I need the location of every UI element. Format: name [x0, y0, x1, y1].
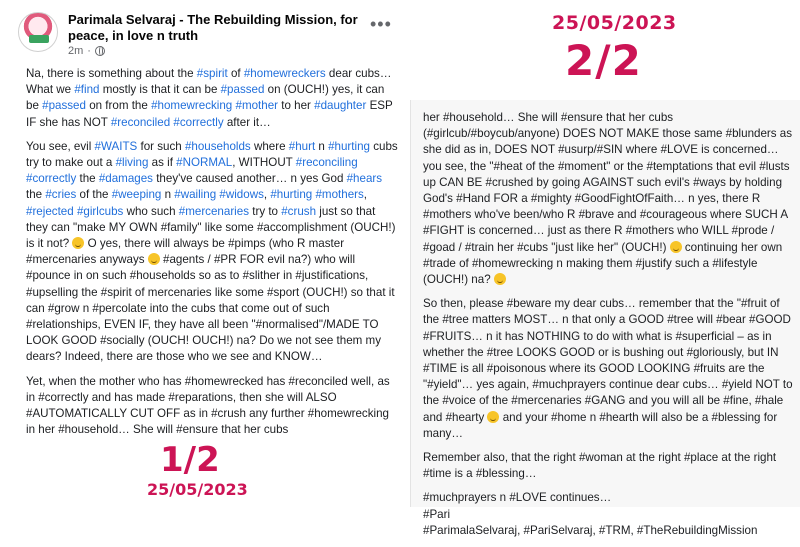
post-body-right — [423, 110, 795, 547]
hashtag-link[interactable]: #mercenaries — [178, 204, 250, 218]
post-paragraph: Remember also, that the right #woman at the right #place at the right #time is a #blessing… — [423, 451, 777, 481]
post-paragraph: Na, there is something about the #spirit of #homewreckers dear cubs… What we #find mostly is that it can be #passed on (OUCH!) yes, it can be #passed on from the #homewrecking #mother to her #daughter ESP IF she has NOT #reconciled #correctly after it… — [26, 67, 393, 129]
hashtag-link[interactable]: #daughter — [314, 99, 367, 113]
hashtag-link[interactable]: #find — [74, 83, 100, 97]
post-paragraph: So then, please #beware my dear cubs… remember that the "#fruit of the #tree matters MOST… n that only a GOOD #tree will #bear #GOOD #FRUITS… n it has NOTHING to do with what is #superficial – as in whether the #tree LOOKS GOOD or is bushing out #gloriously, but IN #TIME is all #poisonous where its GOOD LOOKING #fruits are the "#yield"… yes again, #muchprayers continue dear cubs… #yield NOT to the #voice of the #mercenaries #GANG and you will all be #fine, #hale and #hearty and your #home n #hearth will also be a #blessing for many… — [423, 297, 793, 440]
hashtag-link[interactable]: #WAITS — [94, 139, 138, 153]
post-paragraph: You see, evil #WAITS for such #households where #hurt n #hurting cubs try to make out a #living as if #NORMAL, WITHOUT #reconciling #correctly the #damages they've caused another… n yes God #hears the #cries of the #weeping n #wailing #widows, #hurting #mothers, #rejected #girlcubs who such #mercenaries try to #crush just so that they can "make MY OWN #family" like some #accomplishment (OUCH!) is it not? O yes, there will always be #pimps (who R master #mercenaries anyways #agents / #PR FOR evil na?) who will #pounce in on such #households so as to #slither in #justifications, #upselling the #spirit of mercenaries like some #sport (OUCH!) so that it can #grow n #percolate into the cubs that come out of such #relationships, EVEN IF, they have all been "#normalised"/MADE TO LOOK GOOD #socially (OUCH! OUCH!) na? Do we not see them my dears? Indeed, there are those who we see and KNOW… — [26, 139, 398, 364]
smile-emoji-icon — [148, 253, 160, 265]
date-label-bottom: 25/05/2023 — [147, 480, 248, 499]
hashtag-link[interactable]: #correctly — [173, 115, 224, 129]
hashtag-link[interactable]: #hurting — [270, 188, 313, 202]
hashtag-link[interactable]: #spirit — [196, 67, 228, 80]
hashtag-link[interactable]: #weeping — [111, 188, 162, 202]
hashtag-link[interactable]: #passed — [220, 83, 265, 97]
hashtag-link[interactable]: #wailing — [174, 188, 217, 202]
hashtag-link[interactable]: #girlcubs — [76, 204, 124, 218]
hashtag-link[interactable]: #cries — [45, 188, 77, 202]
hashtag-link[interactable]: #reconciling — [295, 156, 358, 170]
hashtag-link[interactable]: #widows — [219, 188, 264, 202]
hashtag-link[interactable]: #mothers — [315, 188, 364, 202]
avatar[interactable] — [18, 12, 58, 52]
post-meta — [68, 45, 105, 57]
hashtag-link[interactable]: #hurting — [328, 139, 370, 153]
hashtag-link[interactable]: #rejected — [26, 204, 74, 218]
hashtag-link[interactable]: #mother — [235, 99, 279, 113]
hashtag-link[interactable]: #living — [115, 156, 149, 170]
hashtag-link[interactable]: #households — [184, 139, 251, 153]
globe-icon — [95, 46, 105, 56]
post-time[interactable]: 2m — [68, 45, 84, 57]
hashtag-link[interactable]: #reconciled — [110, 115, 171, 129]
smile-emoji-icon — [494, 273, 506, 285]
hashtag-link[interactable]: #homewrecking — [151, 99, 233, 113]
hashtag-link[interactable]: #correctly — [26, 172, 77, 186]
more-options-icon[interactable]: ••• — [370, 14, 392, 34]
post-page-2 — [410, 100, 800, 537]
date-label-top: 25/05/2023 — [552, 12, 677, 34]
post-page-1 — [0, 0, 400, 507]
dot-separator: · — [87, 45, 91, 57]
post-paragraph: Yet, when the mother who has #homewrecked has #reconciled well, as in #correctly and has made #reparations, then she will ALSO #AUTOMATICALLY CUT OFF as in #crush any further #homewrecking in her #household… She will #ensure that her cubs — [26, 374, 390, 437]
hashtag-link[interactable]: #homewreckers — [243, 67, 326, 80]
hashtag-link[interactable]: #passed — [42, 99, 86, 113]
author-name[interactable]: Parimala Selvaraj - The Rebuilding Mission, for peace, in love n truth — [68, 12, 358, 43]
hashtag-link[interactable]: #NORMAL — [176, 156, 233, 170]
smile-emoji-icon — [487, 411, 499, 423]
smile-emoji-icon — [72, 237, 84, 249]
hashtag-link[interactable]: #damages — [98, 172, 153, 186]
post-body-left — [26, 66, 398, 446]
page-number-bottom: 1/2 — [160, 440, 220, 480]
smile-emoji-icon — [670, 241, 682, 253]
hashtag-link[interactable]: #crush — [281, 204, 317, 218]
page-number-top: 2/2 — [565, 36, 642, 85]
post-header — [18, 12, 393, 56]
post-paragraph: #muchprayers n #LOVE continues… #Pari #ParimalaSelvaraj, #PariSelvaraj, #TRM, #TheRebuildingMission — [423, 491, 758, 537]
post-paragraph: her #household… She will #ensure that her cubs (#girlcub/#boycub/anyone) DOES NOT MAKE those same #blunders as she did as in, DOES NOT #usurp/#SIN where #LOVE is concerned… you see, the "#heat of the #moment" or the #temptations that evil #lusts up CAN BE #crushed by going AGAINST such evil's #ways by holding God's #Hand FOR a #mighty #GoodFightOfFaith… n yes, there R #mothers who've been/who R #brave and #courageous where SUCH A #FIGHT is concerned… just as there R #mothers who WILL #prode / #goad / #train her #cubs "just like her" (OUCH!) continuing her own #trade of #homewrecking n making them #justify such a #lifestyle (OUCH!) na? — [423, 111, 793, 287]
logo-flag-icon — [29, 35, 49, 43]
hashtag-link[interactable]: #hears — [346, 172, 383, 186]
hashtag-link[interactable]: #hurt — [288, 139, 316, 153]
